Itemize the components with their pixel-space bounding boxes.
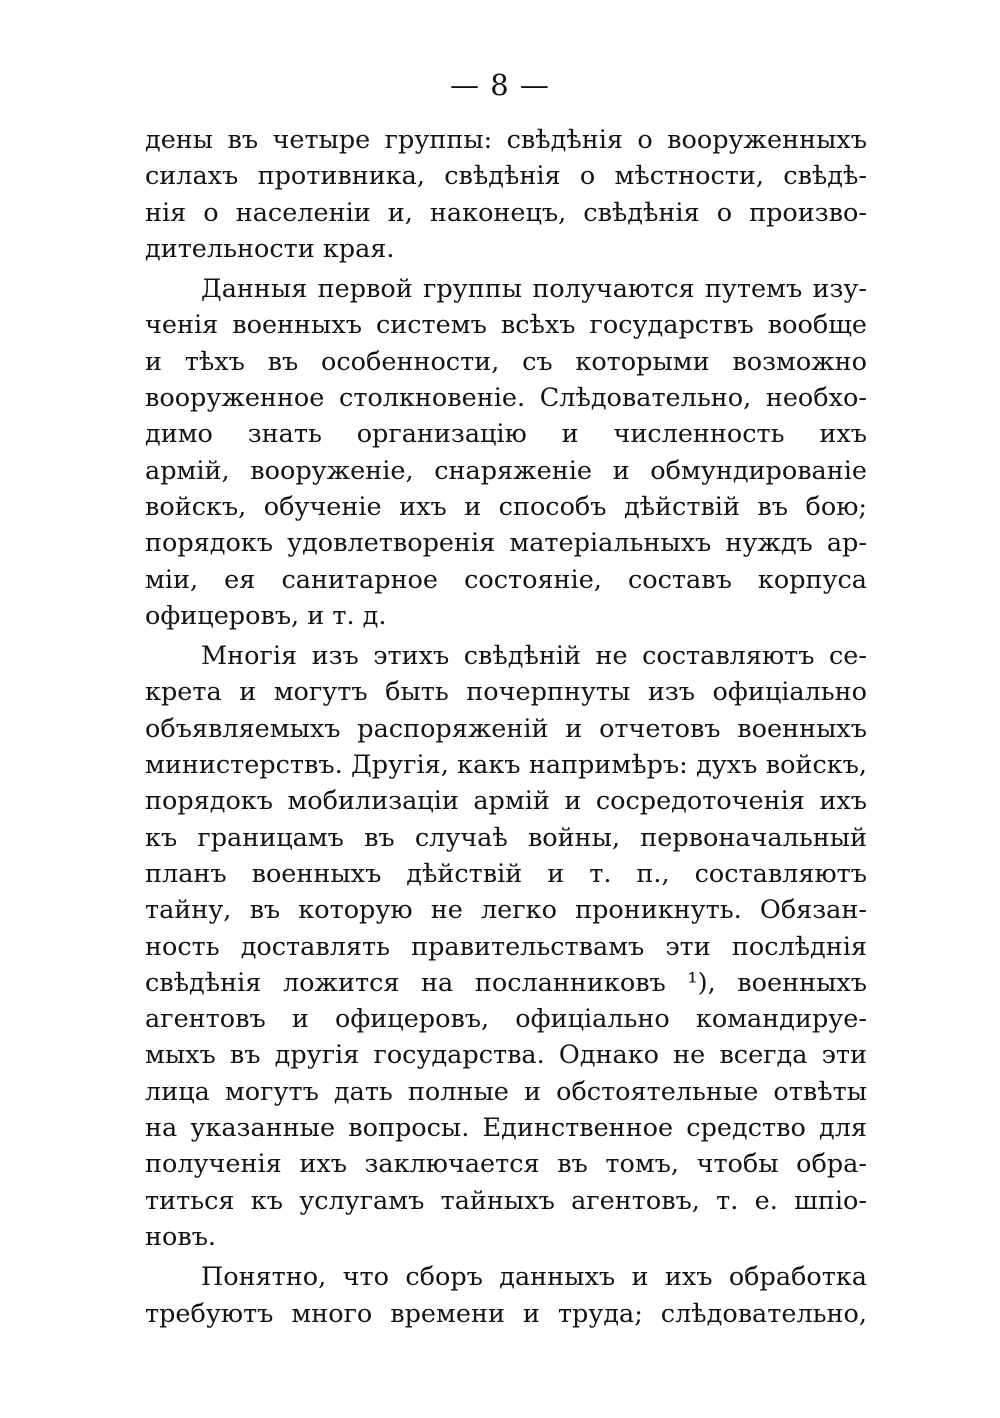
text-line: новъ. [145, 1221, 217, 1252]
paragraph [145, 271, 867, 634]
text-line: крета и могутъ быть почерпнуты изъ офиціально [145, 677, 867, 708]
text-line: агентовъ и офицеровъ, офиціально командируе- [145, 1004, 867, 1035]
text-line: требуютъ много времени и труда; слѣдовательно, [145, 1298, 867, 1329]
text-line: порядокъ удовлетворенія матеріальныхъ нуждъ ар- [145, 528, 867, 559]
text-line: вооруженное столкновеніе. Слѣдовательно, необхо- [145, 383, 867, 414]
text-line: войскъ, обученіе ихъ и способъ дѣйствій въ бою; [145, 491, 867, 522]
page-number: — 8 — [450, 68, 550, 102]
text-line: дены въ четыре группы: свѣдѣнія о вооруженныхъ [145, 125, 867, 155]
text-line: нія о населеніи и, наконецъ, свѣдѣнія о произво- [145, 197, 867, 228]
text-line: на указанные вопросы. Единственное средство для [145, 1113, 867, 1144]
text-line: порядокъ мобилизаціи армій и сосредоточенія ихъ [145, 786, 867, 817]
text-line: титься къ услугамъ тайныхъ агентовъ, т. е. шпіо- [145, 1185, 867, 1216]
text-line: Многія изъ этихъ свѣдѣній не составляютъ се- [201, 641, 867, 672]
body-text [145, 122, 867, 1336]
text-line: свѣдѣнія ложится на посланниковъ ¹), военныхъ [145, 967, 867, 998]
paragraph [145, 122, 867, 267]
text-line: димо знать организацію и численность ихъ [145, 419, 867, 450]
text-line: объявляемыхъ распоряженій и отчетовъ военныхъ [145, 713, 867, 744]
paragraph [145, 1259, 867, 1332]
text-line: лица могутъ дать полные и обстоятельные отвѣты [145, 1076, 867, 1107]
text-line: полученія ихъ заключается въ томъ, чтобы обра- [145, 1149, 867, 1180]
text-line: министерствъ. Другія, какъ напримѣръ: духъ войскъ, [145, 750, 867, 781]
text-line: планъ военныхъ дѣйствій и т. п., составляютъ [145, 858, 867, 889]
text-line: тайну, въ которую не легко проникнуть. Обязан- [145, 895, 867, 926]
paragraph [145, 638, 867, 1255]
text-line: мыхъ въ другія государства. Однако не всегда эти [145, 1040, 867, 1071]
text-line: офицеровъ, и т. д. [145, 600, 387, 631]
text-line: дительности края. [145, 233, 395, 264]
text-line: ченія военныхъ системъ всѣхъ государствъ вообще [145, 310, 867, 341]
text-line: Данныя первой группы получаются путемъ изу- [201, 274, 867, 305]
text-line: ность доставлять правительствамъ эти послѣднія [145, 931, 867, 962]
text-line: къ границамъ въ случаѣ войны, первоначальный [145, 822, 867, 853]
text-line: Понятно, что сборъ данныхъ и ихъ обработка [201, 1262, 867, 1293]
text-line: и тѣхъ въ особенности, съ которыми возможно [145, 346, 867, 377]
text-line: силахъ противника, свѣдѣнія о мѣстности, свѣдѣ- [145, 161, 867, 192]
text-line: армій, вооруженіе, снаряженіе и обмундированіе [145, 455, 867, 486]
text-line: міи, ея санитарное состояніе, составъ корпуса [145, 564, 867, 595]
